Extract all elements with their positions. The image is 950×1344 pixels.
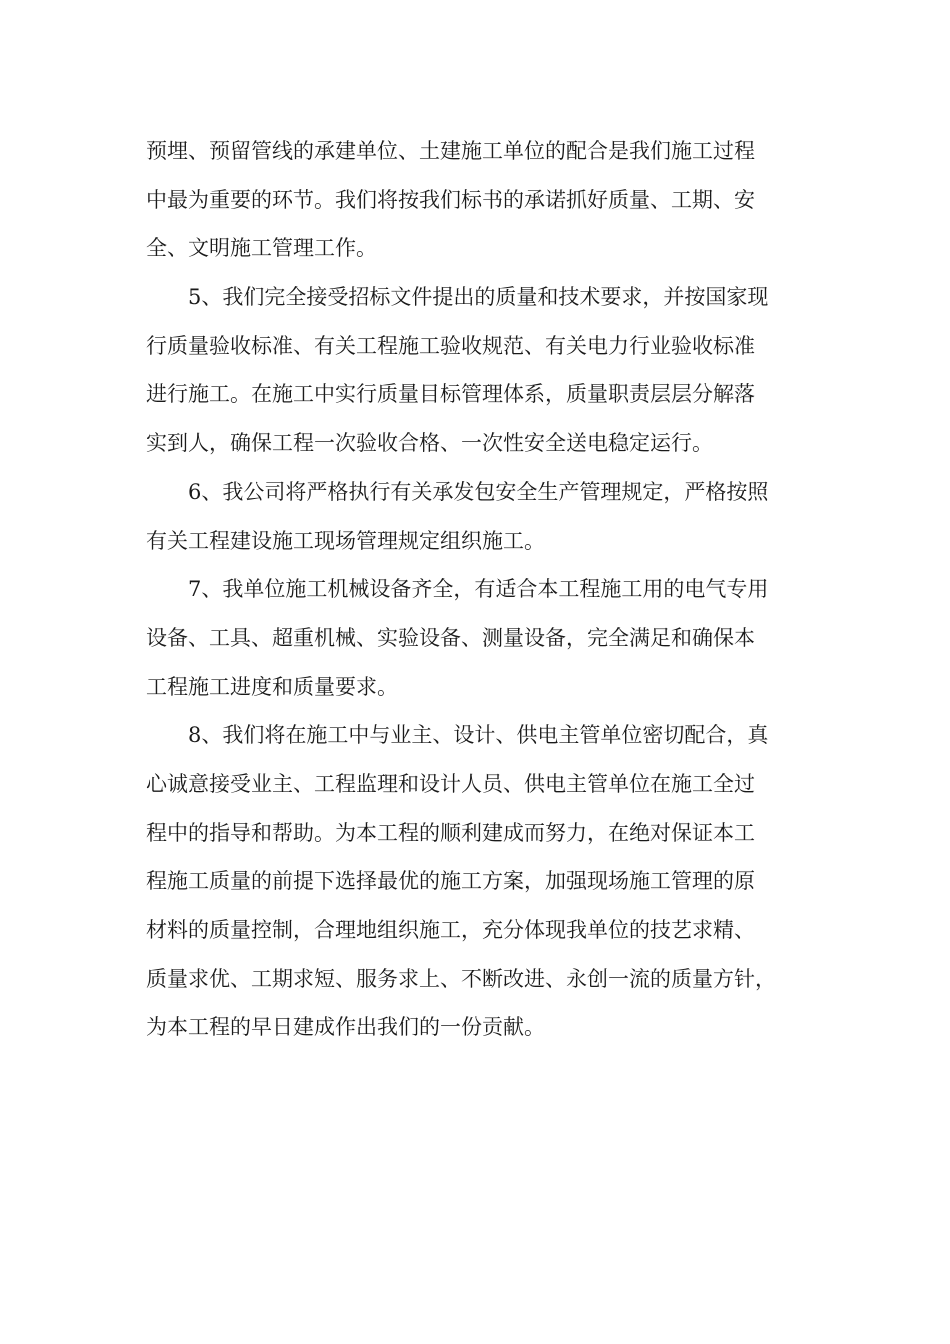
paragraph-item-6 [146,468,826,565]
text-line: 预埋、预留管线的承建单位、土建施工单位的配合是我们施工过程 [146,139,755,163]
body-text [146,127,826,1052]
text-line: 材料的质量控制，合理地组织施工，充分体现我单位的技艺求精、 [146,918,755,942]
text-line: 心诚意接受业主、工程监理和设计人员、供电主管单位在施工全过 [146,771,755,796]
text-line: 行质量验收标准、有关工程施工验收规范、有关电力行业验收标准 [146,333,755,358]
text-line: 7、我单位施工机械设备齐全，有适合本工程施工用的电气专用 [188,577,769,602]
text-line: 程施工质量的前提下选择最优的施工方案，加强现场施工管理的原 [146,869,755,894]
text-line: 实到人，确保工程一次验收合格、一次性安全送电稳定运行。 [146,431,713,456]
text-line: 6、我公司将严格执行有关承发包安全生产管理规定，严格按照 [188,479,769,504]
paragraph-item-7 [146,565,826,711]
text-line: 程中的指导和帮助。为本工程的顺利建成而努力，在绝对保证本工 [146,820,755,845]
text-line: 有关工程建设施工现场管理规定组织施工。 [146,528,545,553]
text-line: 为本工程的早日建成作出我们的一份贡献。 [146,1015,545,1040]
paragraph-continuation [146,127,826,273]
text-line: 质量求优、工期求短、服务求上、不断改进、永创一流的质量方针， [146,966,776,991]
text-line: 工程施工进度和质量要求。 [146,674,398,699]
paragraph-item-5 [146,273,826,468]
text-line: 中最为重要的环节。我们将按我们标书的承诺抓好质量、工期、安 [146,187,755,212]
text-line: 设备、工具、超重机械、实验设备、测量设备，完全满足和确保本 [146,625,755,650]
text-line: 全、文明施工管理工作。 [146,236,377,261]
text-line: 进行施工。在施工中实行质量目标管理体系，质量职责层层分解落 [146,382,755,407]
paragraph-item-8 [146,711,826,1052]
text-line: 8、我们将在施工中与业主、设计、供电主管单位密切配合，真 [188,723,769,748]
text-line: 5、我们完全接受招标文件提出的质量和技术要求，并按国家现 [188,285,769,310]
